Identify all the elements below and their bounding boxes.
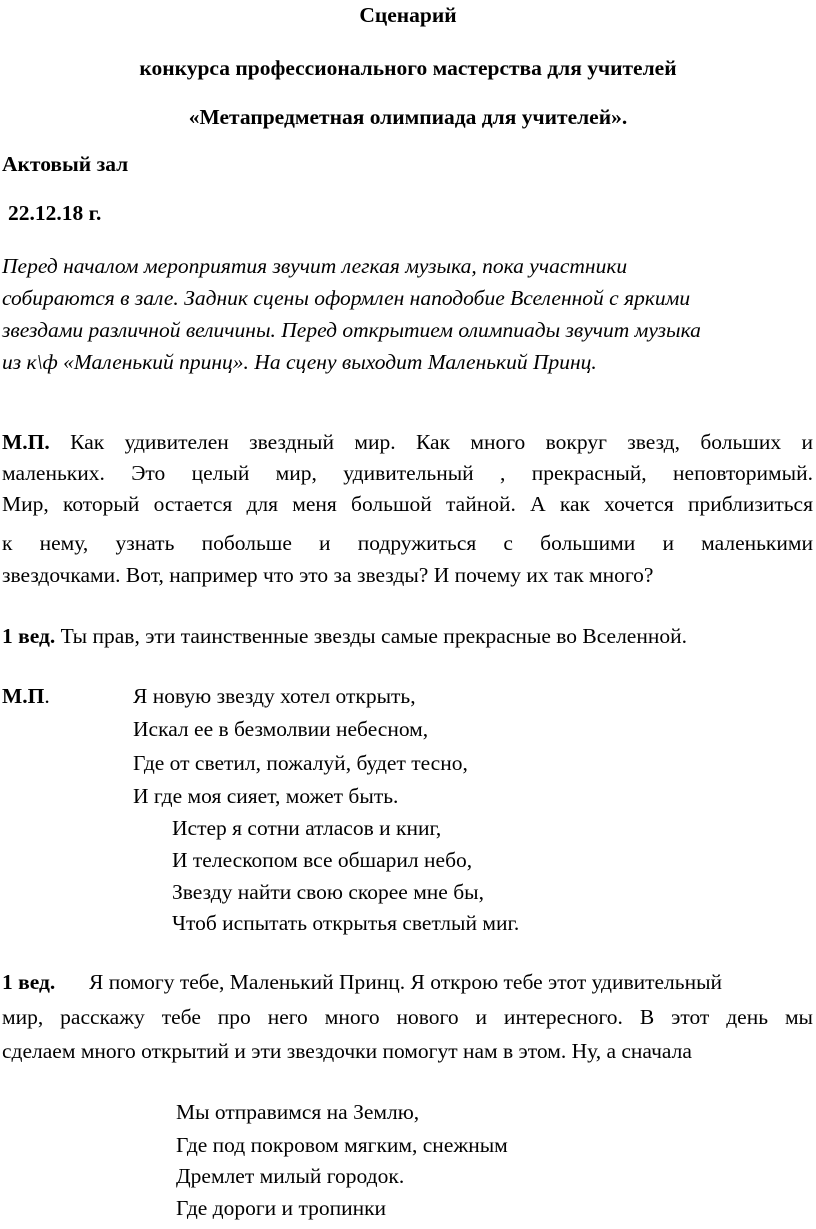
document-subtitle: конкурса профессионального мастерства для учителей	[139, 56, 677, 80]
poem-line: Дремлет милый городок.	[176, 1164, 405, 1188]
document-title: Сценарий	[359, 3, 457, 27]
poem-line: Где от светил, пожалуй, будет тесно,	[133, 751, 468, 775]
speech-text: Как удивителен звездный мир. Как много вокруг звезд, больших и	[70, 430, 813, 454]
poem-line: Где дороги и тропинки	[176, 1196, 387, 1220]
speaker-name: 1 вед.	[2, 970, 56, 994]
poem-line: Мы отправимся на Землю,	[176, 1100, 420, 1124]
event-name: «Метапредметная олимпиада для учителей».	[188, 105, 628, 129]
poem-line: И где моя сияет, может быть.	[133, 784, 399, 808]
speech-line: к нему, узнать побольше и подружиться с большими и маленькими	[2, 531, 813, 555]
speaker-name: М.П	[2, 684, 45, 708]
poem-line: Где под покровом мягким, снежным	[176, 1133, 508, 1157]
speech-line	[2, 430, 813, 455]
poem-line: Истер я сотни атласов и книг,	[172, 816, 442, 840]
stage-direction-line: звездами различной величины. Перед открытием олимпиады звучит музыка	[2, 318, 701, 342]
speaker-dot: .	[44, 684, 50, 708]
speech-line: сделаем много открытий и эти звездочки помогут нам в этом. Ну, а сначала	[2, 1039, 692, 1063]
location: Актовый зал	[2, 152, 129, 176]
speech-text: Ты прав, эти таинственные звезды самые прекрасные во Вселенной.	[60, 624, 687, 648]
stage-direction-line: из к\ф «Маленький принц». На сцену выходит Маленький Принц.	[2, 350, 597, 374]
poem-line: Я новую звезду хотел открыть,	[133, 684, 416, 708]
speech-line: Мир, который остается для меня большой тайной. А как хочется приблизиться	[2, 492, 813, 516]
stage-direction-line: собираются в зале. Задник сцены оформлен наподобие Вселенной с яркими	[2, 286, 691, 310]
speaker-name: 1 вед.	[2, 624, 56, 648]
poem-line: Чтоб испытать открытья светлый миг.	[172, 911, 520, 935]
poem-line: Искал ее в безмолвии небесном,	[133, 717, 429, 741]
speech-line: маленьких. Это целый мир, удивительный , прекрасный, неповторимый.	[2, 461, 813, 485]
speech-line: звездочками. Вот, например что это за звезды? И почему их так много?	[2, 563, 654, 587]
poem-speaker	[2, 684, 50, 709]
speech-line: мир, расскажу тебе про него много нового и интересного. В этот день мы	[2, 1005, 813, 1029]
poem-line: Звезду найти свою скорее мне бы,	[172, 880, 484, 904]
speaker-name: М.П.	[2, 430, 50, 454]
speech-host-1	[2, 624, 687, 649]
poem-line: И телескопом все обшарил небо,	[172, 848, 473, 872]
date: 22.12.18 г.	[8, 201, 102, 225]
speech-line: Я помогу тебе, Маленький Принц. Я открою тебе этот удивительный	[89, 970, 723, 994]
stage-direction-line: Перед началом мероприятия звучит легкая музыка, пока участники	[2, 254, 628, 278]
